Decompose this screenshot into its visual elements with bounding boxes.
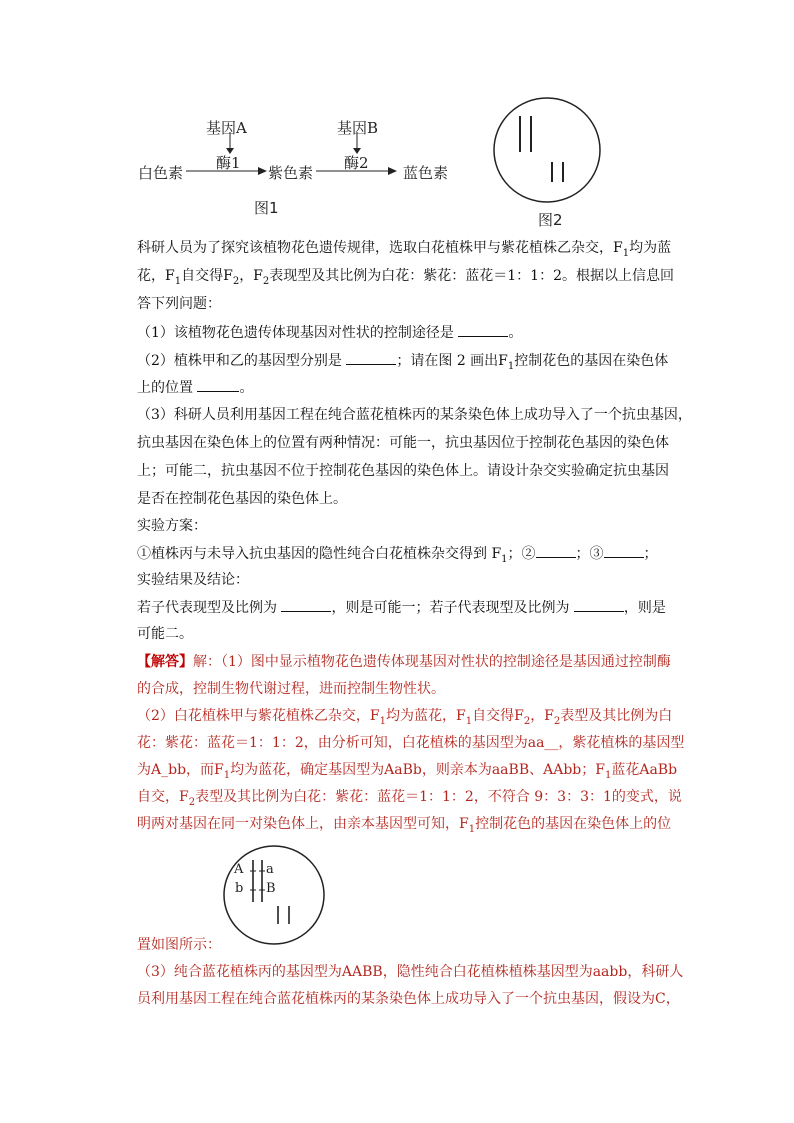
plan-steps: ①植株丙与未导入抗虫基因的隐性纯合白花植株杂交得到 $F_1$；② ；③ ； xyxy=(137,543,658,564)
question-3-line-1: （3）科研人员利用基因工程在纯合蓝花植株丙的某条染色体上成功导入了一个抗虫基因， xyxy=(137,407,692,423)
cell-diagram xyxy=(490,96,610,208)
white-pigment-label: 白色素 xyxy=(138,164,184,182)
answer-blank[interactable] xyxy=(574,597,624,612)
answer-line-3: （2）白花植株甲与紫花植株乙杂交，$F_1$均为蓝花，$F_1$自交得$F_2$，$F_2$表型及其比例为白 xyxy=(137,708,673,727)
enzyme-1-label: 酶1 xyxy=(216,154,241,172)
step2-arrowhead xyxy=(388,167,397,175)
answer-line-1: 【解答】解：（1）图中显示植物花色遗传体现基因对性状的控制途径是基因通过控制酶 xyxy=(137,654,671,670)
answer-blank[interactable] xyxy=(281,597,331,612)
blue-pigment-label: 蓝色素 xyxy=(403,164,449,182)
answer-blank[interactable] xyxy=(458,322,508,337)
gene-b-label: 基因B xyxy=(337,119,379,137)
question-3-line-3: 上；可能二，抗虫基因不位于控制花色基因的染色体上。请设计杂交实验确定抗虫基因 xyxy=(137,463,669,479)
answer-blank[interactable] xyxy=(604,543,644,558)
answer-tag: 【解答】 xyxy=(137,654,193,670)
figure-2-caption: 图2 xyxy=(538,211,563,229)
f1-cell-diagram xyxy=(222,844,328,948)
allele-a-label: a xyxy=(266,862,274,877)
question-3-line-2: 抗虫基因在染色体上的位置有两种情况：可能一，抗虫基因位于控制花色基因的染色体 xyxy=(137,435,669,451)
answer-line-2: 的合成，控制生物代谢过程，进而控制生物性状。 xyxy=(137,681,445,697)
answer-line-8: 置如图所示： xyxy=(137,937,221,953)
answer-line-5: 为A_bb，而$F_1$均为蓝花，确定基因型为AaBb，则亲本为aaBB、AAbb；$F_1$蓝花AaBb xyxy=(137,762,678,781)
allele-b-label: b xyxy=(235,881,244,896)
enzyme-2-label: 酶2 xyxy=(344,154,369,172)
figure-1-caption: 图1 xyxy=(254,199,279,217)
plan-label: 实验方案： xyxy=(137,518,207,534)
result-line-1: 若子代表现型及比例为 ，则是可能一；若子代表现型及比例为 ，则是 xyxy=(137,597,666,618)
question-intro-line-3: 答下列问题： xyxy=(137,296,221,312)
allele-A-label: A xyxy=(234,862,244,877)
allele-B-label: B xyxy=(266,881,276,896)
question-2-line-2: 上的位置 。 xyxy=(137,377,253,398)
answer-line-10: 员利用基因工程在纯合蓝花植株丙的某条染色体上成功导入了一个抗虫基因，假设为C， xyxy=(137,991,680,1007)
question-intro-line-2: 花，$F_1$自交得$F_2$，$F_2$表现型及其比例为白花：紫花：蓝花＝1：1：2。根据以上信息回 xyxy=(137,268,675,287)
answer-line-6: 自交，$F_2$表型及其比例为白花：紫花：蓝花＝1：1：2，不符合 9：3：3：1的变式，说 xyxy=(137,789,682,808)
cell-outline xyxy=(494,98,600,202)
result-line-2: 可能二。 xyxy=(137,626,193,642)
question-2-line-1: （2）植株甲和乙的基因型分别是 ；请在图 2 画出$F_1$控制花色的基因在染色体 xyxy=(137,350,668,371)
answer-blank[interactable] xyxy=(197,377,239,392)
answer-line-7: 明两对基因在同一对染色体上，由亲本基因型可知，$F_1$控制花色的基因在染色体上的位 xyxy=(137,816,672,835)
question-intro-line-1: 科研人员为了探究该植物花色遗传规律，选取白花植株甲与紫花植株乙杂交，$F_1$均为蓝 xyxy=(137,240,672,259)
gene-a-label: 基因A xyxy=(206,119,247,137)
question-1: （1）该植物花色遗传体现基因对性状的控制途径是 。 xyxy=(137,322,522,343)
question-3-line-4: 是否在控制花色基因的染色体上。 xyxy=(137,491,347,507)
answer-line-9: （3）纯合蓝花植株丙的基因型为AABB，隐性纯合白花植株植株基因型为aabb，科研人 xyxy=(137,964,684,980)
answer-blank[interactable] xyxy=(346,350,396,365)
result-label: 实验结果及结论： xyxy=(137,572,249,588)
step1-arrowhead xyxy=(258,167,267,175)
purple-pigment-label: 紫色素 xyxy=(268,164,314,182)
answer-line-4: 花：紫花：蓝花＝1：1：2，由分析可知，白花植株的基因型为aa__，紫花植株的基因型 xyxy=(137,735,685,751)
answer-blank[interactable] xyxy=(536,543,576,558)
